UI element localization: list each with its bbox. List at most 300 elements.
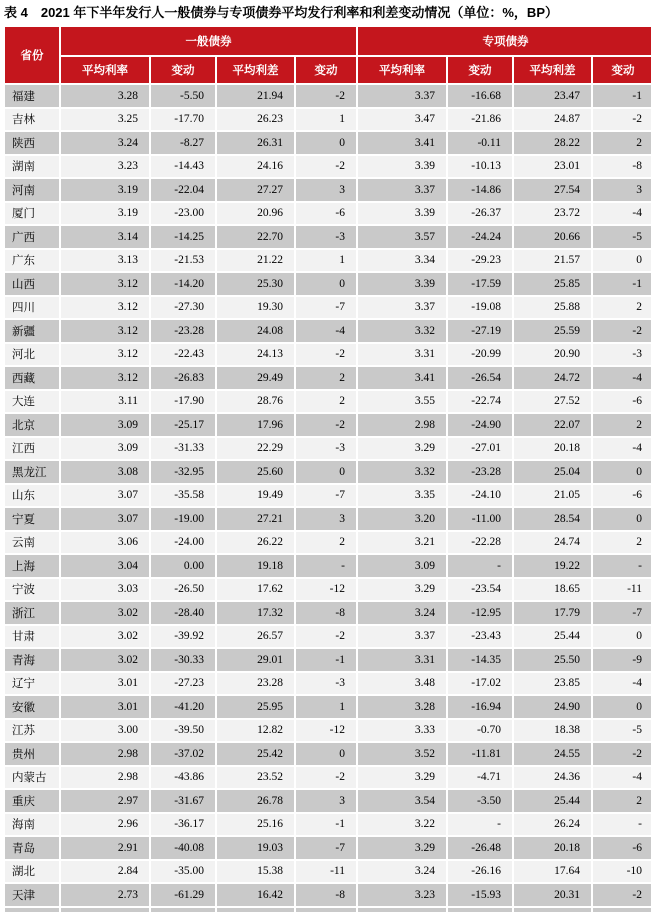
- value-cell: 3.01: [61, 696, 149, 718]
- value-cell: 27.54: [514, 179, 591, 201]
- province-cell: 浙江: [5, 602, 59, 624]
- value-cell: -27.19: [448, 320, 512, 342]
- value-cell: -11.81: [448, 743, 512, 765]
- value-cell: 3.28: [358, 696, 446, 718]
- province-cell: 宁波: [5, 579, 59, 601]
- value-cell: 3: [296, 179, 356, 201]
- value-cell: 3: [296, 508, 356, 530]
- value-cell: 2: [593, 414, 651, 436]
- value-cell: -4: [593, 367, 651, 389]
- value-cell: 3.14: [61, 226, 149, 248]
- value-cell: 24.74: [514, 532, 591, 554]
- province-cell: 广东: [5, 250, 59, 272]
- value-cell: -26.54: [448, 367, 512, 389]
- value-cell: 18.38: [514, 720, 591, 742]
- value-cell: -21.53: [151, 250, 215, 272]
- value-cell: -61.29: [151, 884, 215, 906]
- value-cell: 0: [296, 743, 356, 765]
- value-cell: -22.04: [151, 179, 215, 201]
- table-row: [5, 626, 651, 648]
- value-cell: 25.44: [514, 790, 591, 812]
- table-body: [5, 85, 651, 906]
- value-cell: 20.18: [514, 438, 591, 460]
- table-row: [5, 156, 651, 178]
- value-cell: 25.16: [217, 814, 294, 836]
- value-cell: 19.49: [217, 485, 294, 507]
- value-cell: 29.49: [217, 367, 294, 389]
- value-cell: -15.93: [448, 884, 512, 906]
- value-cell: -26.16: [448, 861, 512, 883]
- value-cell: 28.22: [514, 132, 591, 154]
- province-cell: 辽宁: [5, 673, 59, 695]
- value-cell: 21.05: [514, 485, 591, 507]
- value-cell: 27.21: [217, 508, 294, 530]
- value-cell: 3: [593, 179, 651, 201]
- value-cell: 0: [593, 508, 651, 530]
- value-cell: 25.42: [217, 743, 294, 765]
- value-cell: 3.31: [358, 649, 446, 671]
- value-cell: -22.43: [151, 344, 215, 366]
- value-cell: 0.00: [151, 555, 215, 577]
- value-cell: 2: [593, 790, 651, 812]
- table-row: [5, 414, 651, 436]
- table-row: [5, 85, 651, 107]
- value-cell: -17.70: [151, 109, 215, 131]
- value-cell: 3.06: [61, 532, 149, 554]
- value-cell: 21.57: [514, 250, 591, 272]
- value-cell: 3.31: [358, 344, 446, 366]
- province-cell: 四川: [5, 297, 59, 319]
- value-cell: -16.94: [448, 696, 512, 718]
- cutoff-row-sliver: [5, 908, 651, 912]
- value-cell: -6: [296, 203, 356, 225]
- value-cell: 3.57: [358, 226, 446, 248]
- value-cell: 3.20: [358, 508, 446, 530]
- value-cell: 3.35: [358, 485, 446, 507]
- value-cell: -28.40: [151, 602, 215, 624]
- province-cell: 广西: [5, 226, 59, 248]
- value-cell: 3.29: [358, 767, 446, 789]
- value-cell: -43.86: [151, 767, 215, 789]
- value-cell: -3: [296, 226, 356, 248]
- value-cell: -2: [296, 344, 356, 366]
- value-cell: -26.37: [448, 203, 512, 225]
- value-cell: 20.90: [514, 344, 591, 366]
- value-cell: -1: [593, 85, 651, 107]
- value-cell: 25.50: [514, 649, 591, 671]
- value-cell: 23.52: [217, 767, 294, 789]
- value-cell: 3.23: [61, 156, 149, 178]
- province-cell: 云南: [5, 532, 59, 554]
- value-cell: 3.25: [61, 109, 149, 131]
- value-cell: 3.09: [61, 438, 149, 460]
- value-cell: -31.67: [151, 790, 215, 812]
- value-cell: 25.85: [514, 273, 591, 295]
- value-cell: -14.25: [151, 226, 215, 248]
- value-cell: -27.23: [151, 673, 215, 695]
- value-cell: 3.29: [358, 579, 446, 601]
- value-cell: -23.00: [151, 203, 215, 225]
- value-cell: 26.22: [217, 532, 294, 554]
- value-cell: -17.90: [151, 391, 215, 413]
- value-cell: -24.24: [448, 226, 512, 248]
- value-cell: 20.31: [514, 884, 591, 906]
- table-row: [5, 226, 651, 248]
- value-cell: 19.22: [514, 555, 591, 577]
- value-cell: 2: [593, 132, 651, 154]
- value-cell: -14.86: [448, 179, 512, 201]
- table-row: [5, 837, 651, 859]
- value-cell: -0.11: [448, 132, 512, 154]
- value-cell: 21.22: [217, 250, 294, 272]
- value-cell: 22.70: [217, 226, 294, 248]
- value-cell: -2: [296, 626, 356, 648]
- table-row: [5, 344, 651, 366]
- value-cell: -37.02: [151, 743, 215, 765]
- table-row: [5, 814, 651, 836]
- value-cell: -3: [296, 673, 356, 695]
- value-cell: 3.37: [358, 85, 446, 107]
- table-row: [5, 438, 651, 460]
- value-cell: 25.04: [514, 461, 591, 483]
- value-cell: -: [593, 555, 651, 577]
- table-row: [5, 743, 651, 765]
- value-cell: 22.07: [514, 414, 591, 436]
- value-cell: -7: [296, 837, 356, 859]
- province-cell: 河南: [5, 179, 59, 201]
- value-cell: 26.57: [217, 626, 294, 648]
- value-cell: 0: [296, 461, 356, 483]
- value-cell: -9: [593, 649, 651, 671]
- value-cell: -2: [296, 85, 356, 107]
- value-cell: 3.39: [358, 273, 446, 295]
- table-row: [5, 297, 651, 319]
- value-cell: 25.44: [514, 626, 591, 648]
- value-cell: -22.28: [448, 532, 512, 554]
- value-cell: 12.82: [217, 720, 294, 742]
- value-cell: 3.55: [358, 391, 446, 413]
- value-cell: -2: [593, 743, 651, 765]
- value-cell: 3.09: [358, 555, 446, 577]
- table-row: [5, 132, 651, 154]
- value-cell: 3.21: [358, 532, 446, 554]
- value-cell: -14.43: [151, 156, 215, 178]
- value-cell: -12: [296, 720, 356, 742]
- value-cell: 3.48: [358, 673, 446, 695]
- value-cell: -3: [593, 344, 651, 366]
- value-cell: 0: [593, 696, 651, 718]
- value-cell: -5: [593, 720, 651, 742]
- province-cell: 厦门: [5, 203, 59, 225]
- value-cell: -: [448, 814, 512, 836]
- value-cell: 3.32: [358, 320, 446, 342]
- table-row: [5, 673, 651, 695]
- value-cell: -8: [296, 884, 356, 906]
- province-cell: 安徽: [5, 696, 59, 718]
- value-cell: -23.28: [448, 461, 512, 483]
- value-cell: 22.29: [217, 438, 294, 460]
- value-cell: 0: [593, 626, 651, 648]
- value-cell: 20.96: [217, 203, 294, 225]
- value-cell: -12.95: [448, 602, 512, 624]
- table-row: [5, 555, 651, 577]
- value-cell: 24.16: [217, 156, 294, 178]
- province-cell: 陕西: [5, 132, 59, 154]
- value-cell: 3.22: [358, 814, 446, 836]
- value-cell: 2: [296, 532, 356, 554]
- value-cell: -2: [296, 156, 356, 178]
- value-cell: -4: [296, 320, 356, 342]
- value-cell: -24.10: [448, 485, 512, 507]
- table-row: [5, 367, 651, 389]
- province-cell: 山东: [5, 485, 59, 507]
- value-cell: 3.01: [61, 673, 149, 695]
- province-cell: 内蒙古: [5, 767, 59, 789]
- header-spread-change-special: 变动: [593, 57, 651, 83]
- header-rate-change-special: 变动: [448, 57, 512, 83]
- value-cell: 28.54: [514, 508, 591, 530]
- province-cell: 西藏: [5, 367, 59, 389]
- value-cell: 2.73: [61, 884, 149, 906]
- value-cell: 3.34: [358, 250, 446, 272]
- value-cell: 3.24: [358, 602, 446, 624]
- value-cell: -26.48: [448, 837, 512, 859]
- table-row: [5, 320, 651, 342]
- value-cell: -17.59: [448, 273, 512, 295]
- value-cell: 1: [296, 109, 356, 131]
- bond-rate-table: [3, 25, 651, 914]
- value-cell: -3: [296, 438, 356, 460]
- province-cell: 甘肃: [5, 626, 59, 648]
- province-cell: 新疆: [5, 320, 59, 342]
- value-cell: 3.19: [61, 203, 149, 225]
- value-cell: 26.23: [217, 109, 294, 131]
- value-cell: 23.85: [514, 673, 591, 695]
- table-row: [5, 485, 651, 507]
- value-cell: 17.64: [514, 861, 591, 883]
- value-cell: 3.02: [61, 649, 149, 671]
- value-cell: -29.23: [448, 250, 512, 272]
- value-cell: -39.92: [151, 626, 215, 648]
- table-row: [5, 861, 651, 883]
- table-row: [5, 461, 651, 483]
- value-cell: 26.31: [217, 132, 294, 154]
- value-cell: 24.72: [514, 367, 591, 389]
- value-cell: 3.24: [61, 132, 149, 154]
- province-cell: 江西: [5, 438, 59, 460]
- value-cell: 3.04: [61, 555, 149, 577]
- value-cell: 24.08: [217, 320, 294, 342]
- province-cell: 福建: [5, 85, 59, 107]
- value-cell: -4: [593, 203, 651, 225]
- partial-row: [5, 908, 651, 912]
- value-cell: -25.17: [151, 414, 215, 436]
- value-cell: 2.98: [61, 767, 149, 789]
- value-cell: -32.95: [151, 461, 215, 483]
- value-cell: -6: [593, 485, 651, 507]
- value-cell: 3.24: [358, 861, 446, 883]
- value-cell: -7: [296, 297, 356, 319]
- province-cell: 上海: [5, 555, 59, 577]
- value-cell: 15.38: [217, 861, 294, 883]
- table-header: [5, 27, 651, 83]
- value-cell: -10.13: [448, 156, 512, 178]
- province-cell: 山西: [5, 273, 59, 295]
- value-cell: 3.13: [61, 250, 149, 272]
- value-cell: -2: [593, 320, 651, 342]
- table-row: [5, 649, 651, 671]
- value-cell: 2: [296, 391, 356, 413]
- value-cell: 17.32: [217, 602, 294, 624]
- value-cell: 23.01: [514, 156, 591, 178]
- value-cell: 25.59: [514, 320, 591, 342]
- table-row: [5, 767, 651, 789]
- value-cell: -26.83: [151, 367, 215, 389]
- value-cell: 3.37: [358, 626, 446, 648]
- value-cell: 25.88: [514, 297, 591, 319]
- value-cell: 3.07: [61, 485, 149, 507]
- table-caption: 表 4 2021 年下半年发行人一般债券与专项债券平均发行利率和利差变动情况（单位：%，BP）: [4, 5, 558, 20]
- value-cell: -: [593, 814, 651, 836]
- value-cell: 29.01: [217, 649, 294, 671]
- value-cell: -11: [296, 861, 356, 883]
- value-cell: 3.28: [61, 85, 149, 107]
- header-avg-rate-general: 平均利率: [61, 57, 149, 83]
- value-cell: -17.02: [448, 673, 512, 695]
- value-cell: -4: [593, 438, 651, 460]
- value-cell: -21.86: [448, 109, 512, 131]
- value-cell: 17.62: [217, 579, 294, 601]
- value-cell: -8.27: [151, 132, 215, 154]
- value-cell: -4: [593, 673, 651, 695]
- value-cell: 19.03: [217, 837, 294, 859]
- value-cell: 1: [296, 250, 356, 272]
- header-avg-spread-special: 平均利差: [514, 57, 591, 83]
- province-cell: 天津: [5, 884, 59, 906]
- value-cell: 2.98: [358, 414, 446, 436]
- value-cell: 26.24: [514, 814, 591, 836]
- value-cell: -23.43: [448, 626, 512, 648]
- value-cell: 25.60: [217, 461, 294, 483]
- value-cell: 2: [593, 532, 651, 554]
- value-cell: -4.71: [448, 767, 512, 789]
- value-cell: -16.68: [448, 85, 512, 107]
- value-cell: 3.39: [358, 203, 446, 225]
- province-cell: 青海: [5, 649, 59, 671]
- value-cell: 0: [296, 273, 356, 295]
- value-cell: -4: [593, 767, 651, 789]
- value-cell: 24.36: [514, 767, 591, 789]
- value-cell: 20.66: [514, 226, 591, 248]
- province-cell: 宁夏: [5, 508, 59, 530]
- value-cell: 3.12: [61, 297, 149, 319]
- value-cell: 17.79: [514, 602, 591, 624]
- header-avg-spread-general: 平均利差: [217, 57, 294, 83]
- province-cell: 海南: [5, 814, 59, 836]
- value-cell: -22.74: [448, 391, 512, 413]
- value-cell: 2.84: [61, 861, 149, 883]
- province-cell: 贵州: [5, 743, 59, 765]
- value-cell: 3.08: [61, 461, 149, 483]
- value-cell: -8: [593, 156, 651, 178]
- value-cell: 19.18: [217, 555, 294, 577]
- value-cell: 28.76: [217, 391, 294, 413]
- value-cell: 3.19: [61, 179, 149, 201]
- value-cell: 24.90: [514, 696, 591, 718]
- province-cell: 河北: [5, 344, 59, 366]
- header-group-general-bonds: 一般债券: [61, 27, 356, 55]
- header-group-special-bonds: 专项债券: [358, 27, 651, 55]
- value-cell: -20.99: [448, 344, 512, 366]
- value-cell: -10: [593, 861, 651, 883]
- value-cell: -35.00: [151, 861, 215, 883]
- value-cell: 2.91: [61, 837, 149, 859]
- value-cell: 2.97: [61, 790, 149, 812]
- table-row: [5, 391, 651, 413]
- value-cell: 3.12: [61, 367, 149, 389]
- value-cell: -27.01: [448, 438, 512, 460]
- value-cell: -0.70: [448, 720, 512, 742]
- value-cell: 3.02: [61, 602, 149, 624]
- value-cell: 3.41: [358, 132, 446, 154]
- value-cell: -19.08: [448, 297, 512, 319]
- table-row: [5, 790, 651, 812]
- value-cell: -5.50: [151, 85, 215, 107]
- value-cell: -24.90: [448, 414, 512, 436]
- value-cell: 20.18: [514, 837, 591, 859]
- province-cell: 北京: [5, 414, 59, 436]
- value-cell: -23.28: [151, 320, 215, 342]
- value-cell: -1: [296, 649, 356, 671]
- value-cell: -6: [593, 391, 651, 413]
- value-cell: 18.65: [514, 579, 591, 601]
- value-cell: 3.12: [61, 320, 149, 342]
- header-rate-change-general: 变动: [151, 57, 215, 83]
- value-cell: 26.78: [217, 790, 294, 812]
- value-cell: 3.29: [358, 438, 446, 460]
- value-cell: 3.12: [61, 273, 149, 295]
- value-cell: 3.07: [61, 508, 149, 530]
- value-cell: 3.33: [358, 720, 446, 742]
- table-row: [5, 602, 651, 624]
- value-cell: 2.98: [61, 743, 149, 765]
- value-cell: -41.20: [151, 696, 215, 718]
- value-cell: 2.96: [61, 814, 149, 836]
- value-cell: 3.52: [358, 743, 446, 765]
- table-row: [5, 179, 651, 201]
- value-cell: -30.33: [151, 649, 215, 671]
- value-cell: 2: [296, 367, 356, 389]
- value-cell: -: [448, 555, 512, 577]
- table-row: [5, 696, 651, 718]
- value-cell: 23.72: [514, 203, 591, 225]
- value-cell: 3.29: [358, 837, 446, 859]
- value-cell: 0: [593, 250, 651, 272]
- province-cell: 重庆: [5, 790, 59, 812]
- value-cell: 25.30: [217, 273, 294, 295]
- value-cell: 3.23: [358, 884, 446, 906]
- province-cell: 大连: [5, 391, 59, 413]
- value-cell: -31.33: [151, 438, 215, 460]
- value-cell: -35.58: [151, 485, 215, 507]
- table-row: [5, 250, 651, 272]
- value-cell: 23.28: [217, 673, 294, 695]
- value-cell: 3.00: [61, 720, 149, 742]
- value-cell: -1: [296, 814, 356, 836]
- value-cell: -36.17: [151, 814, 215, 836]
- value-cell: -39.50: [151, 720, 215, 742]
- table-row: [5, 109, 651, 131]
